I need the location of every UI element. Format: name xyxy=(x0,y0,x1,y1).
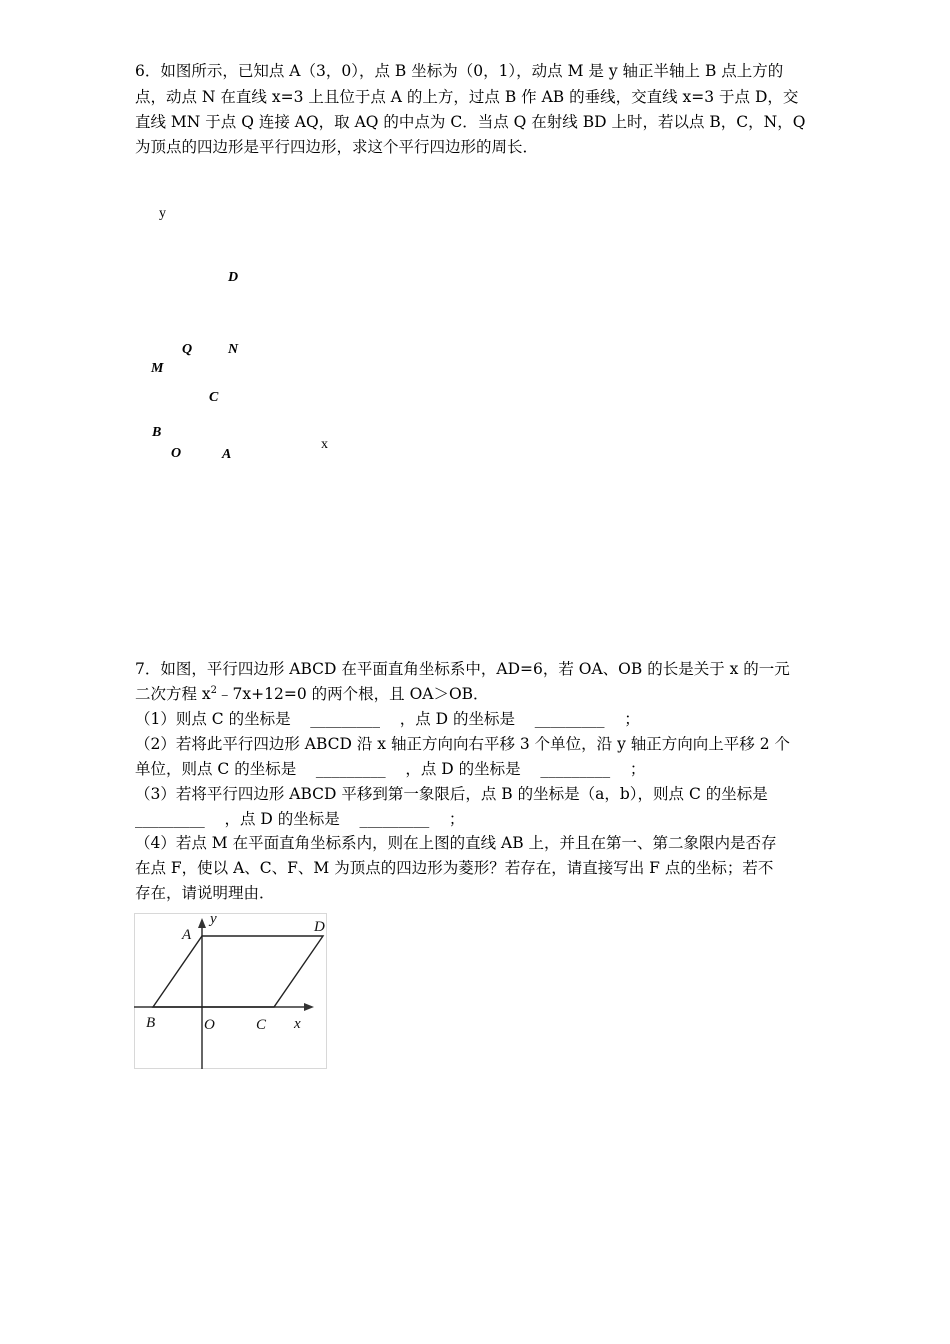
q6-point-d-label: D xyxy=(228,270,239,285)
q6-line-4: 为顶点的四边形是平行四边形，求这个平行四边形的周长． xyxy=(135,138,539,156)
q7-line-6: （3）若将平行四边形 ABCD 平移到第一象限后，点 B 的坐标是（a，b），则点 C 的坐标是 xyxy=(135,785,768,803)
q7-line-4: （2）若将此平行四边形 ABCD 沿 x 轴正方向向右平移 3 个单位，沿 y 轴正方向向上平移 2 个 xyxy=(135,735,791,753)
q7-point-b-label: B xyxy=(146,1015,156,1031)
q7-line-8: （4）若点 M 在平面直角坐标系内，则在上图的直线 AB 上，并且在第一、第二象限内是否存 xyxy=(135,834,777,852)
q7-line-10: 存在，请说明理由． xyxy=(135,884,275,902)
q7-point-d-label: D xyxy=(314,919,325,935)
q6-point-n-label: N xyxy=(228,342,239,357)
q7-parallelogram-figure xyxy=(134,913,328,1069)
q6-line-2: 点，动点 N 在直线 x=3 上且位于点 A 的上方，过点 B 作 AB 的垂线，交直线 x=3 于点 D，交 xyxy=(135,88,799,106)
q7-x-axis-arrow xyxy=(304,1003,314,1011)
q7-line-9: 在点 F，使以 A、C、F、M 为顶点的四边形为菱形？若存在，请直接写出 F 点的坐标；若不 xyxy=(135,859,774,877)
q7-point-c-label: C xyxy=(256,1017,267,1033)
q7-y-axis-arrow xyxy=(198,918,206,928)
q6-point-m-label: M xyxy=(151,361,164,376)
q7-line-3: （1）则点 C 的坐标是 _________ ，点 D 的坐标是 _________ ； xyxy=(135,710,640,728)
q6-point-o-label: O xyxy=(171,446,182,461)
q7-axis-x-label: x xyxy=(294,1016,301,1032)
q6-axis-y-label: y xyxy=(159,206,166,221)
q6-line-1: 6．如图所示，已知点 A（3，0），点 B 坐标为（0，1），动点 M 是 y 轴正半轴上 B 点上方的 xyxy=(135,62,784,80)
q7-line-2-pre: 二次方程 x xyxy=(135,685,211,703)
q6-axis-x-label: x xyxy=(321,437,328,452)
q7-line-2 xyxy=(135,684,489,704)
q7-line-7: _________ ，点 D 的坐标是 _________ ； xyxy=(135,810,465,828)
q7-parallelogram-abcd xyxy=(153,936,323,1007)
q6-line-3: 直线 MN 于点 Q 连接 AQ，取 AQ 的中点为 C．当点 Q 在射线 BD 上时，若以点 B，C，N，Q xyxy=(135,113,806,131)
q6-point-b-label: B xyxy=(152,425,162,440)
q7-line-2-post: ﹣7x+12=0 的两个根，且 OA＞OB． xyxy=(217,685,489,703)
q6-point-q-label: Q xyxy=(182,342,193,357)
q7-line-2-sup: 2 xyxy=(210,684,218,696)
q7-point-o-label: O xyxy=(204,1017,215,1033)
q6-point-a-label: A xyxy=(222,447,232,462)
q7-axis-y-label: y xyxy=(210,913,217,927)
q7-point-a-label: A xyxy=(182,927,192,943)
q6-point-c-label: C xyxy=(209,390,219,405)
q7-line-5: 单位，则点 C 的坐标是 _________ ，点 D 的坐标是 _________ ； xyxy=(135,760,646,778)
q7-line-1: 7．如图，平行四边形 ABCD 在平面直角坐标系中，AD=6，若 OA、OB 的长是关于 x 的一元 xyxy=(135,660,790,678)
